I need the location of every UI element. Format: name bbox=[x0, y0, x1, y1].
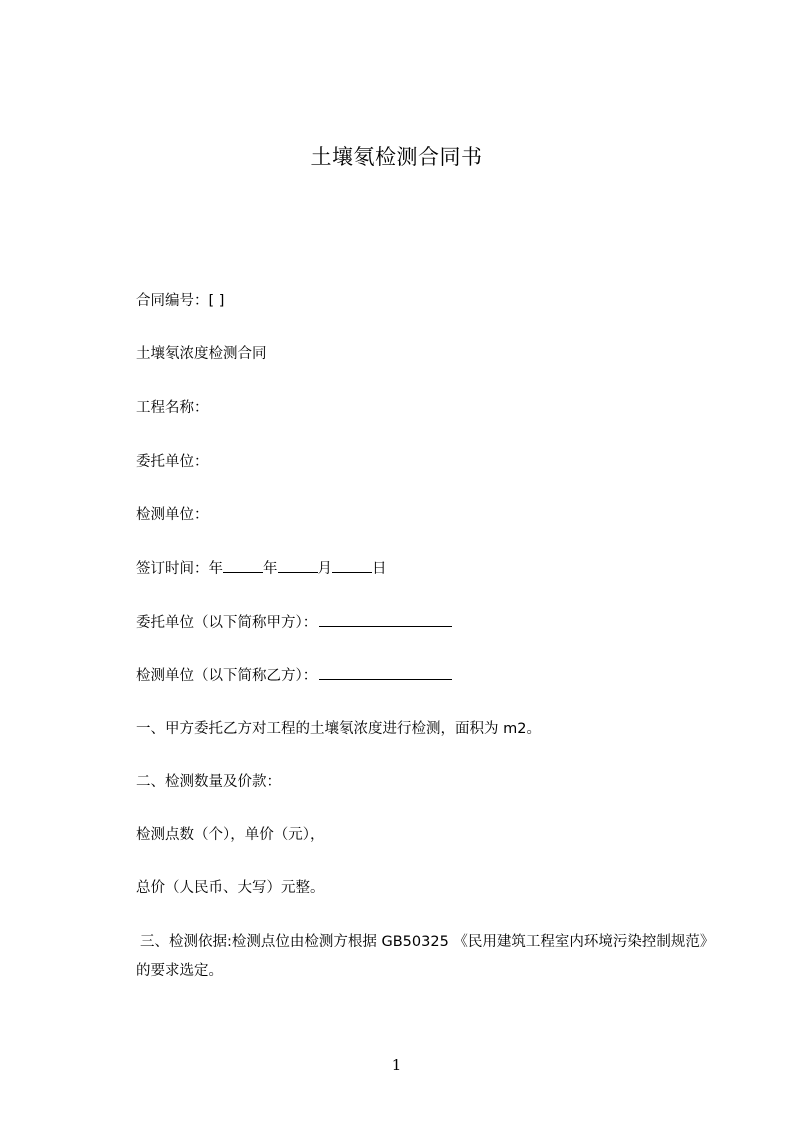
party-a-field bbox=[136, 612, 452, 633]
party-b-label: 检测单位（以下简称乙方）： bbox=[136, 668, 318, 684]
testing-unit-field: 检测单位： bbox=[136, 507, 209, 523]
page-number: 1 bbox=[391, 1056, 402, 1074]
month-blank bbox=[278, 558, 318, 573]
clause-3 bbox=[136, 928, 716, 986]
day-blank bbox=[332, 558, 372, 573]
clause-3-text: 三、检测依据:检测点位由检测方根据 GB50325 《民用建筑工程室内环境污染控制规范》的要求选定。 bbox=[136, 934, 715, 979]
project-name-field: 工程名称： bbox=[136, 400, 209, 416]
sign-time-month: 月 bbox=[317, 561, 332, 577]
contract-subtitle: 土壤氡浓度检测合同 bbox=[136, 346, 267, 362]
clause-2-total: 总价（人民币、大写）元整。 bbox=[136, 880, 325, 896]
client-unit-field: 委托单位： bbox=[136, 454, 209, 470]
party-a-blank bbox=[319, 612, 452, 627]
clause-2-points: 检测点数（个），单价（元）， bbox=[136, 827, 325, 843]
clause-2: 二、检测数量及价款： bbox=[136, 774, 281, 790]
party-b-blank bbox=[319, 665, 452, 680]
sign-time-year: 年 bbox=[263, 561, 278, 577]
clause-1: 一、甲方委托乙方对工程的土壤氡浓度进行检测，面积为 m2。 bbox=[136, 721, 541, 737]
document-title: 土壤氡检测合同书 bbox=[310, 145, 483, 169]
sign-time-label: 签订时间： bbox=[136, 561, 209, 577]
party-b-field bbox=[136, 665, 452, 686]
sign-time-field bbox=[136, 558, 387, 579]
sign-time-day: 日 bbox=[372, 561, 387, 577]
year-blank bbox=[223, 558, 263, 573]
sign-time-year-prefix: 年 bbox=[208, 561, 223, 577]
contract-number: 合同编号：[ ] bbox=[136, 293, 225, 309]
party-a-label: 委托单位（以下简称甲方）： bbox=[136, 615, 318, 631]
